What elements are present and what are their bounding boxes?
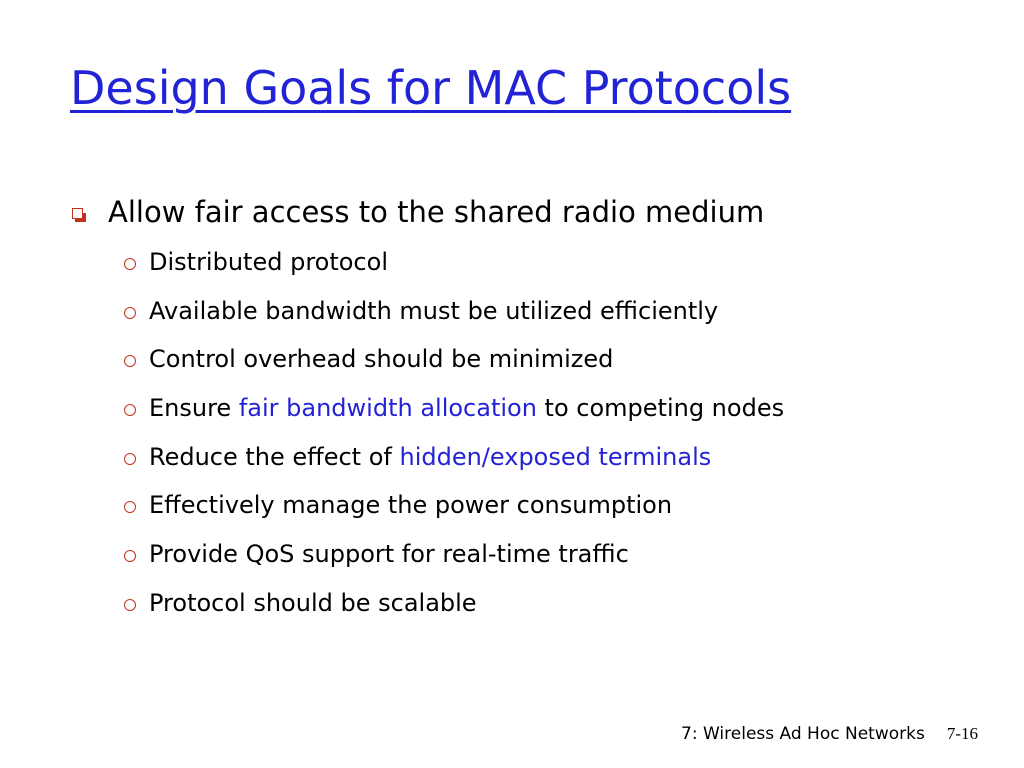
sub-bullet <box>124 391 784 425</box>
sub-bullet-text: Reduce the effect of <box>149 443 400 471</box>
circle-bullet-icon <box>124 355 136 367</box>
sub-bullet-text: Control overhead should be minimized <box>149 345 614 373</box>
sub-bullet <box>124 586 477 620</box>
circle-bullet-icon <box>124 599 136 611</box>
sub-bullet <box>124 537 629 571</box>
sub-bullet-text: Protocol should be scalable <box>149 589 477 617</box>
page-number: 7-16 <box>946 724 978 743</box>
sub-bullet-highlight: hidden/exposed terminals <box>399 443 712 471</box>
sub-bullet <box>124 488 672 522</box>
sub-bullet-text: Ensure <box>149 394 239 422</box>
sub-bullet-text: Available bandwidth must be utilized efficiently <box>149 297 719 325</box>
sub-bullet-text: Effectively manage the power consumption <box>149 491 673 519</box>
square-bullet-icon <box>72 208 83 219</box>
sub-bullet <box>124 342 613 376</box>
main-bullet <box>72 192 764 232</box>
circle-bullet-icon <box>124 404 136 416</box>
sub-bullet-text-after: to competing nodes <box>536 394 785 422</box>
circle-bullet-icon <box>124 453 136 465</box>
sub-bullet-text: Distributed protocol <box>149 248 388 276</box>
sub-bullet <box>124 245 388 279</box>
circle-bullet-icon <box>124 307 136 319</box>
sub-bullet-highlight: fair bandwidth allocation <box>238 394 537 422</box>
circle-bullet-icon <box>124 550 136 562</box>
footer-label: 7: Wireless Ad Hoc Networks <box>681 724 925 744</box>
sub-bullet-text: Provide QoS support for real-time traffic <box>149 540 629 568</box>
slide-footer <box>681 722 978 746</box>
sub-bullet <box>124 294 718 328</box>
slide-title: Design Goals for MAC Protocols <box>70 61 792 115</box>
circle-bullet-icon <box>124 501 136 513</box>
sub-bullet <box>124 440 711 474</box>
circle-bullet-icon <box>124 258 136 270</box>
main-bullet-text: Allow fair access to the shared radio medium <box>108 195 765 229</box>
